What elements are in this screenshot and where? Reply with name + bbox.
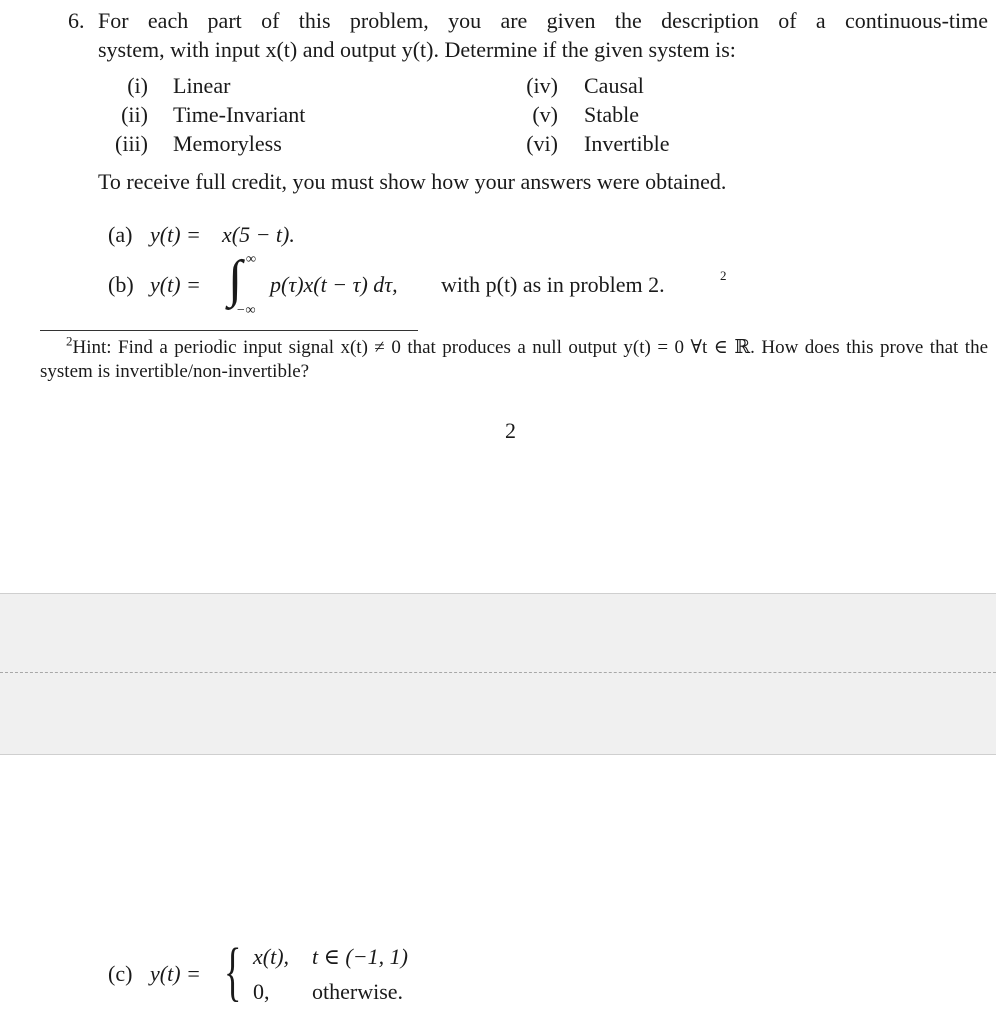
integral-upper-limit: ∞ xyxy=(246,252,256,267)
part-b-label: (b) xyxy=(108,272,134,297)
footnote-ref-2[interactable]: 2 xyxy=(720,268,727,283)
property-label-linear: Linear xyxy=(173,73,231,98)
footnote-text: Hint: Find a periodic input signal x(t) ≠ 0 that produces a null output y(t) = 0 ∀t ∈ ℝ. How does this prove that the system is invertible/non-invertible? xyxy=(40,337,988,382)
footnote xyxy=(40,333,988,384)
integral-lower-limit: −∞ xyxy=(236,303,256,318)
cases-brace: { xyxy=(224,935,242,1008)
part-c-case2-cond: otherwise. xyxy=(312,979,404,1004)
part-b-lhs: y(t) = xyxy=(150,272,201,297)
problem-intro-line2: system, with input x(t) and output y(t). Determine if the given system is: xyxy=(98,37,736,62)
property-label-memoryless: Memoryless xyxy=(173,131,282,156)
property-num-v: (v) xyxy=(532,102,558,127)
part-c-case1-value: x(t), xyxy=(253,944,290,969)
part-c-lhs: y(t) = xyxy=(150,961,201,986)
page-number: 2 xyxy=(505,418,516,443)
problem-number: 6. xyxy=(68,8,85,33)
footnote-rule xyxy=(40,330,418,331)
part-c-case1-cond: t ∈ (−1, 1) xyxy=(312,944,408,969)
property-label-time-invariant: Time-Invariant xyxy=(173,102,306,127)
property-label-stable: Stable xyxy=(584,102,639,127)
footnote-marker: 2 xyxy=(66,333,73,349)
credit-note: To receive full credit, you must show how your answers were obtained. xyxy=(98,169,727,194)
page-break-band xyxy=(0,593,996,755)
property-num-i: (i) xyxy=(127,73,148,98)
page-break-line xyxy=(0,672,996,673)
property-num-iii: (iii) xyxy=(115,131,148,156)
part-a-rhs: x(5 − t). xyxy=(222,222,295,247)
property-num-ii: (ii) xyxy=(121,102,148,127)
problem-intro-line1: For each part of this problem, you are given the description of a continuous-time xyxy=(98,8,988,33)
part-a-label: (a) xyxy=(108,222,133,247)
part-b-suffix: with p(t) as in problem 2. xyxy=(441,272,665,297)
property-num-iv: (iv) xyxy=(526,73,558,98)
property-num-vi: (vi) xyxy=(526,131,558,156)
part-b-integrand: p(τ)x(t − τ) dτ, xyxy=(270,272,398,297)
property-label-causal: Causal xyxy=(584,73,644,98)
integral-sign: ∫ xyxy=(228,251,243,308)
property-label-invertible: Invertible xyxy=(584,131,670,156)
part-c-case2-value: 0, xyxy=(253,979,270,1004)
part-c-label: (c) xyxy=(108,961,133,986)
part-a-lhs: y(t) = xyxy=(150,222,201,247)
